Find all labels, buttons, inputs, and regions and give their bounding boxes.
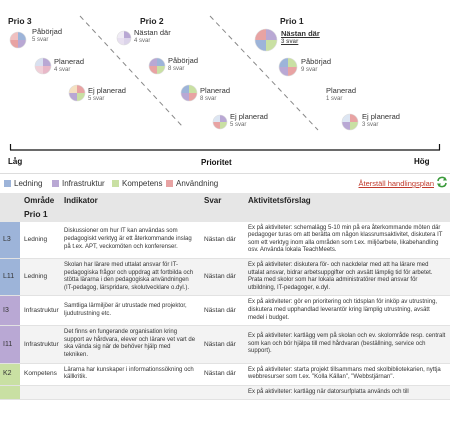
indicator-cell bbox=[60, 385, 200, 400]
answer-cell: Nästan där bbox=[200, 296, 244, 326]
header-spacer bbox=[0, 193, 20, 208]
prio-1-title: Prio 1 bbox=[280, 16, 304, 26]
area-cell: Infrastruktur bbox=[20, 296, 60, 326]
reset-action-plan-link[interactable]: Återställ handlingsplan bbox=[358, 179, 434, 188]
area-cell: Ledning bbox=[20, 222, 60, 259]
category-code-cell: I3 bbox=[0, 296, 20, 326]
category-code-cell bbox=[0, 385, 20, 400]
indicator-cell: Lärarna har kunskaper i informationssökning och källkritik. bbox=[60, 363, 200, 385]
bubble-label-p2-ej-planerad[interactable]: Ej planerad 5 svar bbox=[230, 112, 268, 128]
bubble-label-p1-ej-planerad[interactable]: Ej planerad 3 svar bbox=[362, 112, 400, 128]
group-row-prio-1 bbox=[0, 208, 450, 222]
legend-item-infrastruktur[interactable] bbox=[52, 179, 105, 188]
indicator-cell: Det finns en fungerande organisation kring support av hårdvara, elever och lärare vet vart de ska vända sig när de behöver hjälp med tekniken. bbox=[60, 326, 200, 363]
legend-label: Kompetens bbox=[122, 179, 163, 188]
status-pie-bubble[interactable] bbox=[149, 58, 165, 74]
activity-cell: Ex på aktiviteter: diskutera för- och nackdelar med att ha lärare med uttalat ansvar, bidrar arbetsuppgifter och avsätt lämplig tid för arbetet. Prata med skolor som har lokala administratörer med ansvar för utbildning, IT-pedagoger, e.dyl. bbox=[244, 258, 450, 295]
category-code-cell: I11 bbox=[0, 326, 20, 363]
priority-axis bbox=[0, 155, 450, 169]
status-pie-bubble[interactable] bbox=[35, 58, 51, 74]
activity-cell: Ex på aktiviteter: kartlägg när datorsurfplatta används och till bbox=[244, 385, 450, 400]
indicator-cell: Diskussioner om hur IT kan användas som pedagogiskt verktyg är ett återkommande inslag på t.ex. APT, veckomöten och konferenser. bbox=[60, 222, 200, 259]
area-cell: Ledning bbox=[20, 258, 60, 295]
table-header-row bbox=[0, 193, 450, 208]
header-svar[interactable]: Svar bbox=[200, 193, 244, 208]
status-pie-bubble[interactable] bbox=[213, 115, 227, 129]
answer-cell: Nästan där bbox=[200, 258, 244, 295]
legend-item-anvandning[interactable] bbox=[166, 179, 218, 188]
legend-label: Ledning bbox=[14, 179, 43, 188]
priority-chart-canvas bbox=[0, 0, 450, 168]
answer-cell: Nästan där bbox=[200, 326, 244, 363]
bubble-label-p2-paborjad[interactable]: Påbörjad 8 svar bbox=[168, 56, 199, 72]
status-pie-bubble[interactable] bbox=[10, 32, 26, 48]
action-plan-table-container bbox=[0, 193, 450, 444]
legend-item-kompetens[interactable] bbox=[112, 179, 162, 188]
indicator-cell: Skolan har lärare med uttalat ansvar för IT-pedagogiska frågor och uppdrag att fortbilda och stötta lärarna i den pedagogiska användningen (IT-pedagog, lärspridare, skolutvecklare o.dyl.). bbox=[60, 258, 200, 295]
axis-title: Prioritet bbox=[201, 158, 232, 167]
table-row[interactable] bbox=[0, 385, 450, 400]
group-spacer bbox=[0, 208, 20, 222]
activity-cell: Ex på aktiviteter: starta projekt tillsammans med skolbibliotekarien, nyttja webbresurser som t.ex. "Kolla Källan", "Webbstjärnan". bbox=[244, 363, 450, 385]
bubble-label-p2-nastan-dar[interactable]: Nästan där 4 svar bbox=[134, 28, 171, 44]
status-pie-bubble[interactable] bbox=[69, 85, 85, 101]
table-row[interactable] bbox=[0, 258, 450, 295]
category-code-cell: L3 bbox=[0, 222, 20, 259]
refresh-icon[interactable] bbox=[436, 176, 448, 188]
category-code-cell: K2 bbox=[0, 363, 20, 385]
status-pie-bubble[interactable] bbox=[181, 85, 197, 101]
table-row[interactable] bbox=[0, 326, 450, 363]
area-cell bbox=[20, 385, 60, 400]
status-pie-bubble[interactable] bbox=[117, 31, 131, 45]
bubble-label-p1-nastan-dar[interactable]: Nästan där 3 svar bbox=[281, 29, 320, 45]
table-row[interactable] bbox=[0, 222, 450, 259]
legend-label: Infrastruktur bbox=[62, 179, 105, 188]
legend-label: Användning bbox=[176, 179, 219, 188]
indicator-cell: Samtliga lärmiljöer är utrustade med projektor, ljudutrustning etc. bbox=[60, 296, 200, 326]
header-indikator[interactable]: Indikator bbox=[60, 193, 200, 208]
group-label: Prio 1 bbox=[20, 208, 450, 222]
answer-cell: Nästan där bbox=[200, 363, 244, 385]
activity-cell: Ex på aktiviteter: kartlägg vem på skolan och ev. skolområde resp. centralt som kan och bör hjälpa till med hårdvaran (beställning, service och support). bbox=[244, 326, 450, 363]
status-pie-bubble[interactable] bbox=[342, 114, 358, 130]
bubble-label-p1-planerad[interactable]: Planerad 1 svar bbox=[326, 86, 357, 102]
axis-low-label: Låg bbox=[8, 157, 23, 166]
status-pie-bubble[interactable] bbox=[279, 58, 297, 76]
bubble-label-p1-paborjad[interactable]: Påbörjad 9 svar bbox=[301, 57, 332, 73]
bubble-label-p3-ej-planerad[interactable]: Ej planerad 5 svar bbox=[88, 86, 126, 102]
priority-chart bbox=[0, 0, 450, 168]
bubble-label-p3-planerad[interactable]: Planerad 4 svar bbox=[54, 57, 85, 73]
bubble-label-p2-planerad[interactable]: Planerad 8 svar bbox=[200, 86, 231, 102]
activity-cell: Ex på aktiviteter: schemalägg 5-10 min på era återkommande möten där pedagoger turas om att berätta om någon klassrumsaktivitet, diskutera IT som ett verktyg inom alla områden som t.ex. miljöarbete, likabehandling osv. Använda lokala TeachMeets. bbox=[244, 222, 450, 259]
area-cell: Infrastruktur bbox=[20, 326, 60, 363]
prio-2-title: Prio 2 bbox=[140, 16, 164, 26]
status-pie-bubble[interactable] bbox=[255, 29, 277, 51]
category-legend bbox=[0, 173, 450, 191]
legend-swatch bbox=[112, 180, 119, 187]
legend-swatch bbox=[4, 180, 11, 187]
prio-3-title: Prio 3 bbox=[8, 16, 32, 26]
header-omrade[interactable]: Område bbox=[20, 193, 60, 208]
legend-swatch bbox=[52, 180, 59, 187]
axis-high-label: Hög bbox=[414, 157, 430, 166]
area-cell: Kompetens bbox=[20, 363, 60, 385]
bubble-label-p3-paborjad[interactable]: Påbörjad 5 svar bbox=[32, 27, 63, 43]
activity-cell: Ex på aktiviteter: gör en prioritering och tidsplan för inköp av utrustning, diskutera med upphandlad leverantör kring lämplig utrustning, avsätt medel i budget. bbox=[244, 296, 450, 326]
header-aktivitetsforslag[interactable]: Aktivitetsförslag bbox=[244, 193, 450, 208]
answer-cell: Nästan där bbox=[200, 222, 244, 259]
answer-cell bbox=[200, 385, 244, 400]
table-row[interactable] bbox=[0, 363, 450, 385]
legend-swatch bbox=[166, 180, 173, 187]
action-plan-table bbox=[0, 193, 450, 400]
legend-item-ledning[interactable] bbox=[4, 179, 42, 188]
category-code-cell: L11 bbox=[0, 258, 20, 295]
table-row[interactable] bbox=[0, 296, 450, 326]
